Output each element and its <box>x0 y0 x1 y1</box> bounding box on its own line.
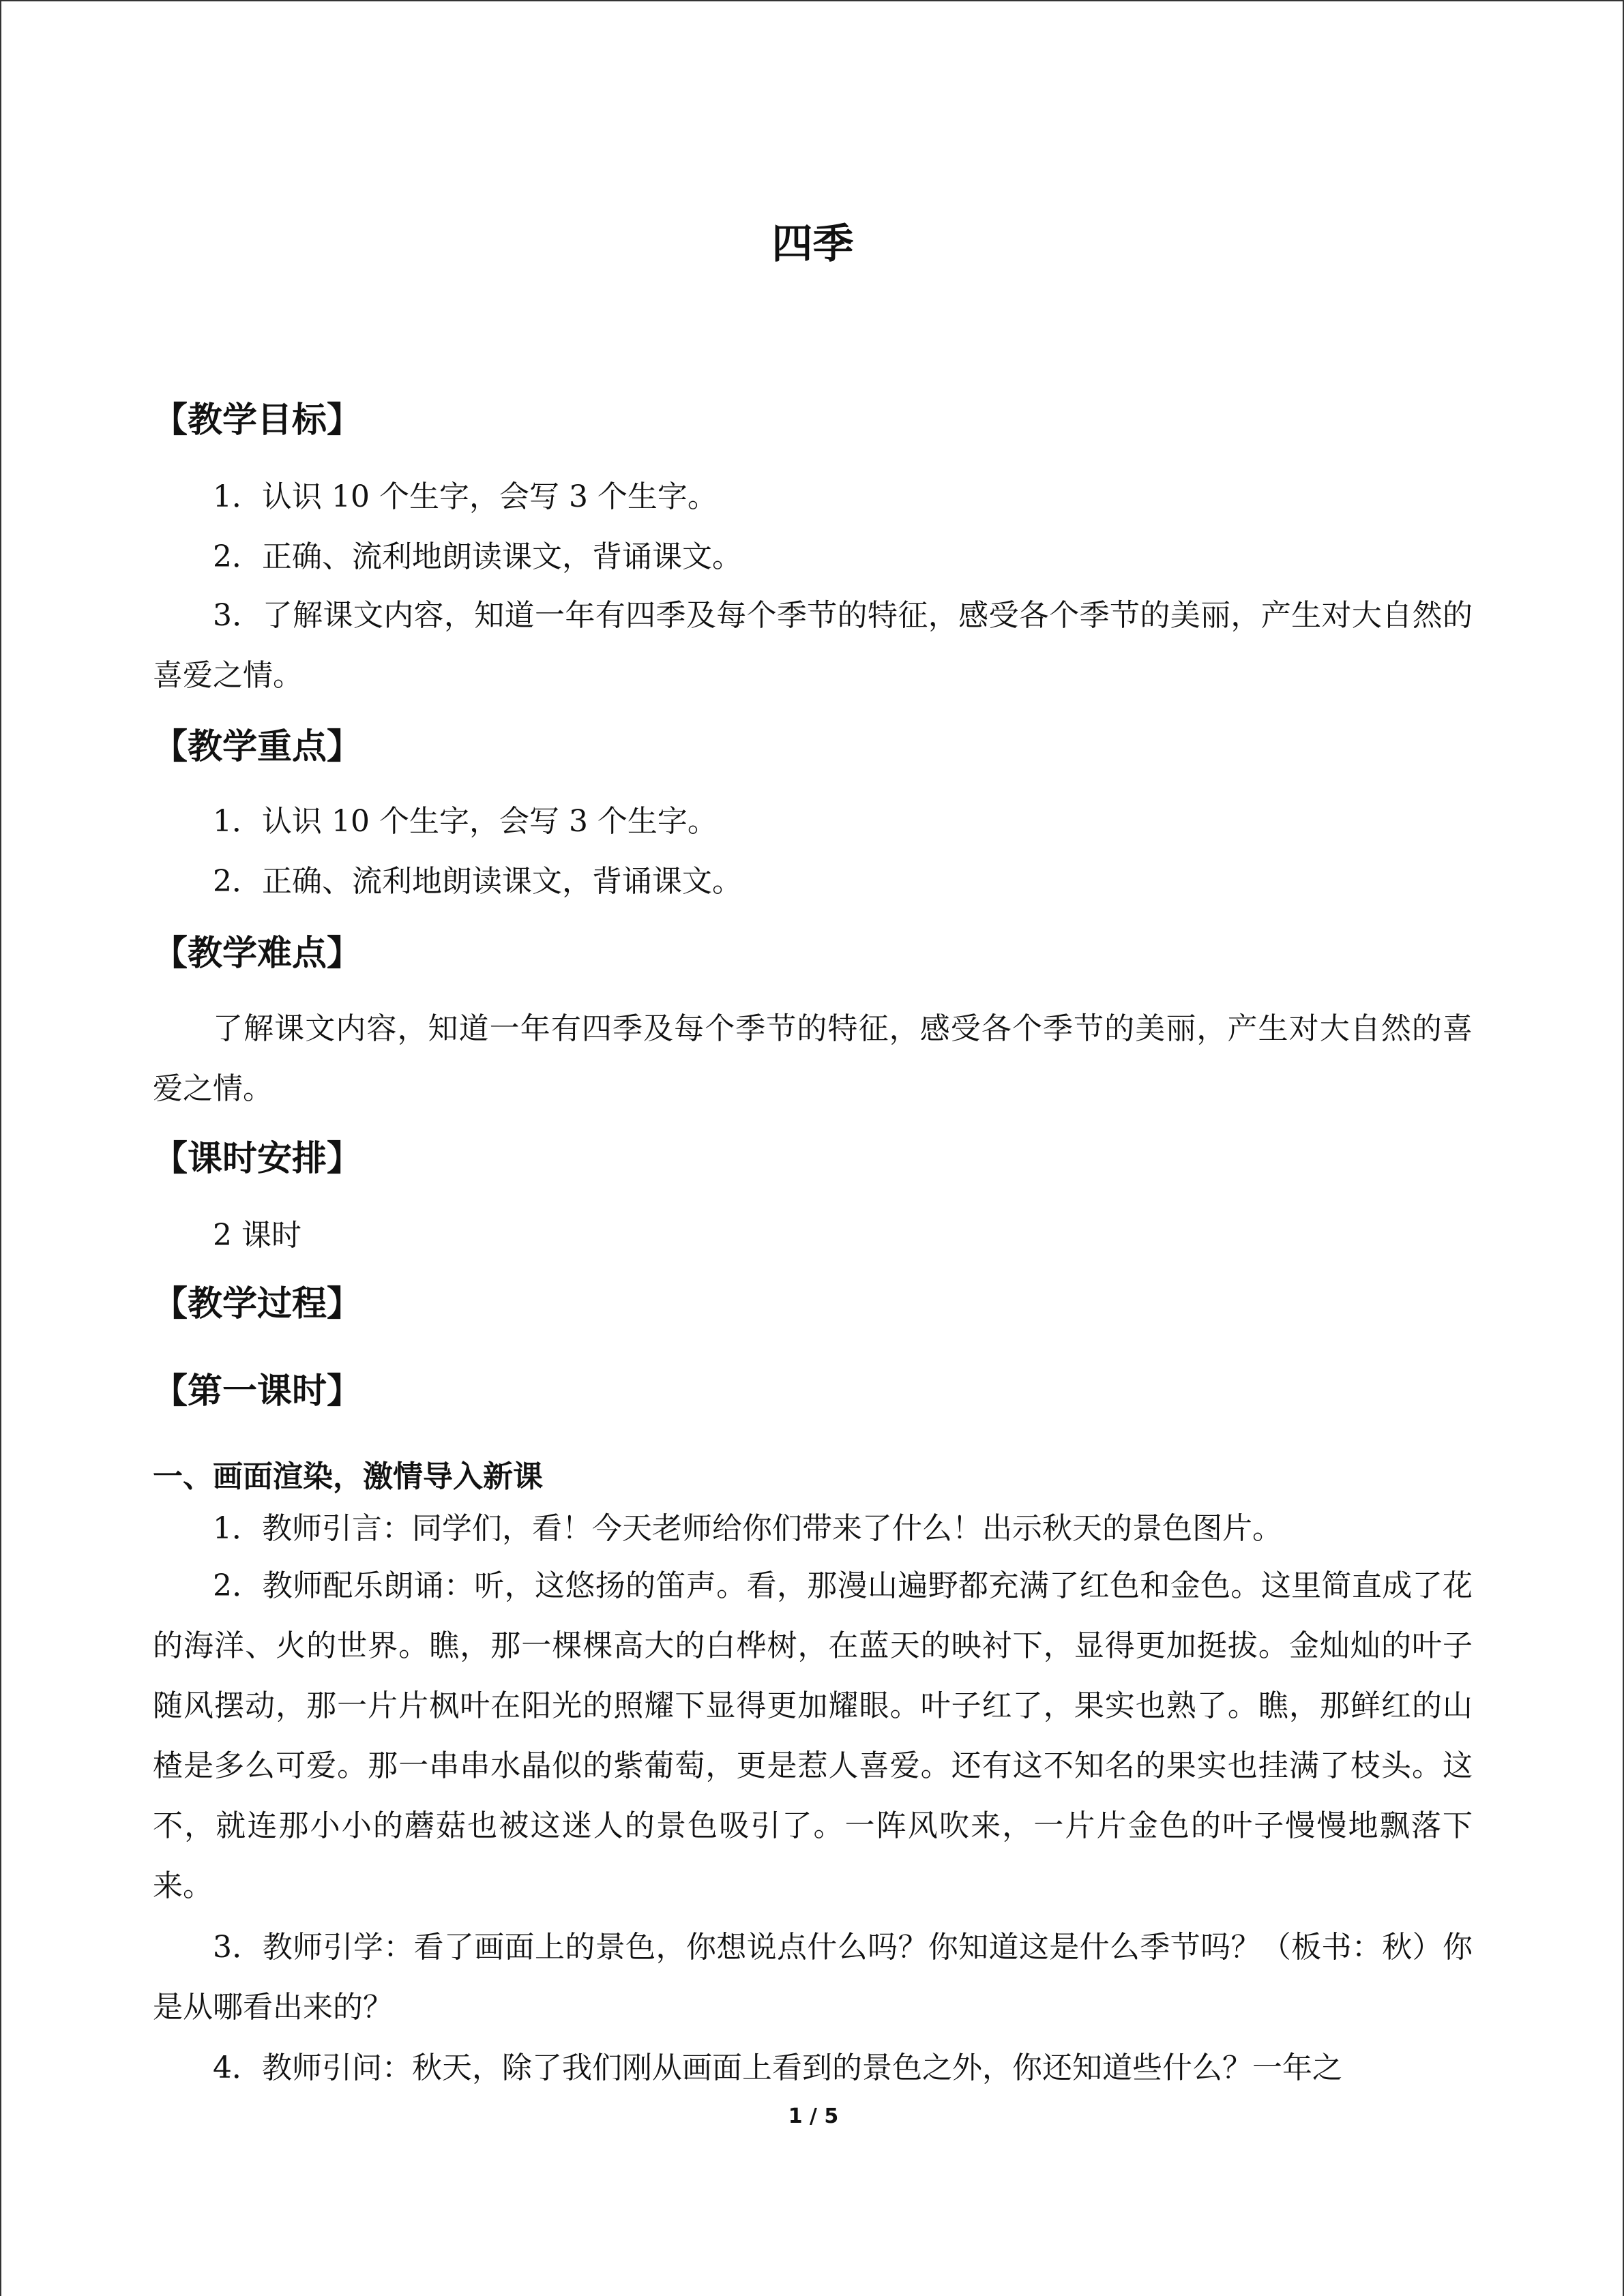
section-heading-lesson1: 【第一课时】 <box>153 1371 362 1412</box>
goal-item-1: 1．认识 10 个生字，会写 3 个生字。 <box>213 479 718 514</box>
key-point-item-1: 1．认识 10 个生字，会写 3 个生字。 <box>213 804 718 839</box>
key-point-item-2: 2．正确、流利地朗读课文，背诵课文。 <box>213 864 742 899</box>
page-indicator: 1 / 5 <box>788 2104 839 2128</box>
section-heading-key-points: 【教学重点】 <box>153 727 362 767</box>
schedule-text: 2 课时 <box>213 1218 301 1253</box>
lesson1-item-2: 2．教师配乐朗诵：听，这悠扬的笛声。看，那漫山遍野都充满了红色和金色。这里简直成了花的海洋、火的世界。瞧，那一棵棵高大的白桦树，在蓝天的映衬下，显得更加挺拔。金灿灿的叶子随风摆动，那一片片枫叶在阳光的照耀下显得更加耀眼。叶子红了，果实也熟了。瞧，那鲜红的山楂是多么可爱。那一串串水晶似的紫葡萄，更是惹人喜爱。还有这不知名的果实也挂满了枝头。这不，就连那小小的蘑菇也被这迷人的景色吸引了。一阵风吹来，一片片金色的叶子慢慢地飘落下来。 <box>153 1568 1473 1903</box>
page-title: 四季 <box>771 220 854 268</box>
goal-item-2: 2．正确、流利地朗读课文，背诵课文。 <box>213 539 742 574</box>
section-heading-process: 【教学过程】 <box>153 1284 362 1324</box>
section-heading-goals: 【教学目标】 <box>153 400 362 441</box>
goal-item-3: 3．了解课文内容，知道一年有四季及每个季节的特征，感受各个季节的美丽，产生对大自然的喜爱之情。 <box>153 598 1473 693</box>
section-heading-schedule: 【课时安排】 <box>153 1139 362 1179</box>
lesson1-item-1: 1．教师引言：同学们，看！今天老师给你们带来了什么！出示秋天的景色图片。 <box>213 1511 1282 1546</box>
section-heading-difficulties: 【教学难点】 <box>153 934 362 974</box>
lesson1-item-4: 4．教师引问：秋天，除了我们刚从画面上看到的景色之外，你还知道些什么？一年之 <box>213 2051 1342 2085</box>
difficulties-text: 了解课文内容，知道一年有四季及每个季节的特征，感受各个季节的美丽，产生对大自然的喜爱之情。 <box>153 1011 1473 1106</box>
lesson1-part1-heading: 一、画面渲染，激情导入新课 <box>153 1459 543 1494</box>
lesson1-item-3: 3．教师引学：看了画面上的景色，你想说点什么吗？你知道这是什么季节吗？（板书：秋）你是从哪看出来的？ <box>153 1930 1473 2025</box>
